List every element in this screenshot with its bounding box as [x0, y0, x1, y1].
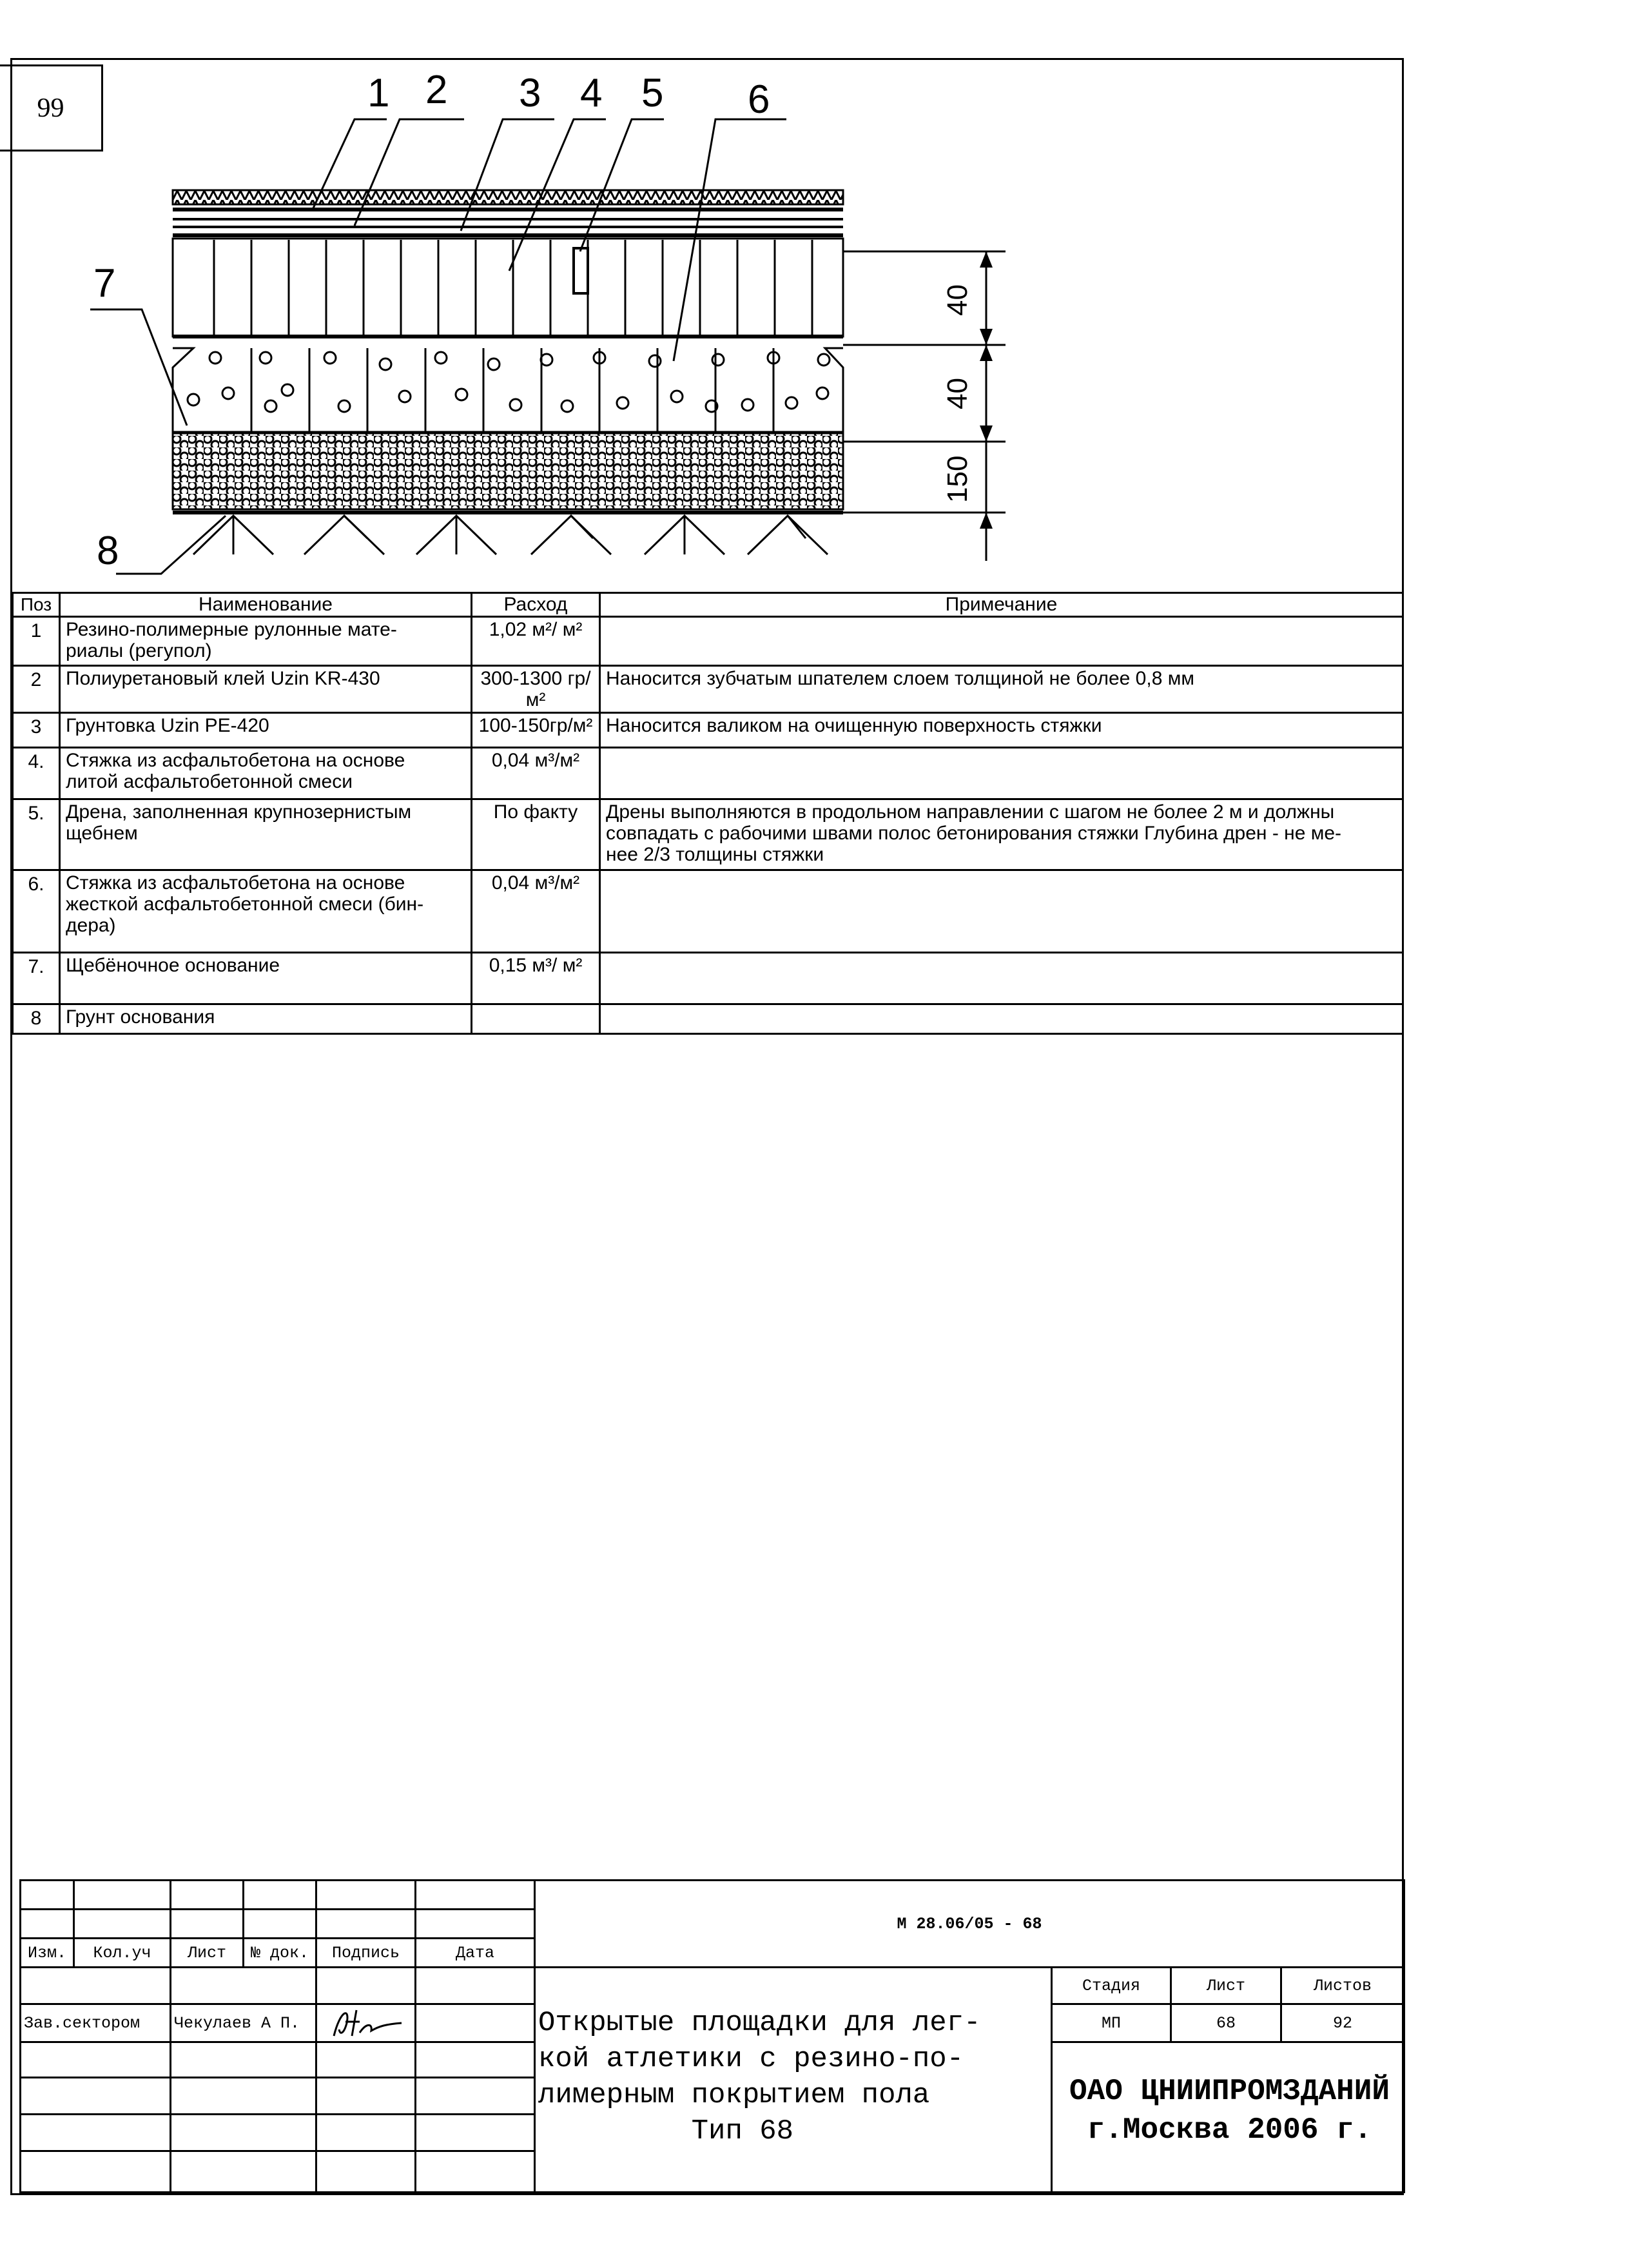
hdr-kol: Кол.уч: [73, 1937, 171, 1968]
cell-rate: По факту: [472, 799, 600, 870]
sheet-label: Лист: [1170, 1966, 1282, 2005]
sheets-value: 92: [1280, 2003, 1405, 2043]
specification-table: [12, 592, 1404, 1035]
signature-mark: [321, 2004, 411, 2042]
document-code: М 28.06/05 - 68: [534, 1879, 1405, 1968]
cell-pos: 4.: [13, 748, 60, 799]
cell-name: Грунт основания: [60, 1004, 472, 1034]
cell-note: [600, 870, 1403, 953]
cell-name: Щебёночное основание: [60, 953, 472, 1004]
table-row: [13, 666, 1403, 713]
stage-value: МП: [1051, 2003, 1172, 2043]
floor-section-drawing: [64, 64, 1031, 580]
role-label: Зав.сектором: [19, 2003, 171, 2043]
cell-name: Грунтовка Uzin PE-420: [60, 713, 472, 748]
hdr-doc: № док.: [242, 1937, 317, 1968]
cell-rate: [472, 1004, 600, 1034]
cell-note: Наносится валиком на очищенную поверхность стяжки: [600, 713, 1403, 748]
cell-name: Стяжка из асфальтобетона на основе литой асфальтобетонной смеси: [60, 748, 472, 799]
cell-pos: 2: [13, 666, 60, 713]
cell-rate: 100-150гр/м²: [472, 713, 600, 748]
city-year: г.Москва 2006 г.: [1087, 2113, 1372, 2147]
callout-1: 1: [367, 71, 390, 115]
col-note: Примечание: [600, 593, 1403, 617]
cell-pos: 5.: [13, 799, 60, 870]
cell-note: [600, 953, 1403, 1004]
col-name: Наименование: [60, 593, 472, 617]
cell-pos: 6.: [13, 870, 60, 953]
layer-rubber: [173, 190, 843, 204]
callout-5: 5: [641, 71, 664, 115]
cell-name: Стяжка из асфальтобетона на основе жесткой асфальтобетонной смеси (бин- дера): [60, 870, 472, 953]
hdr-list: Лист: [170, 1937, 244, 1968]
callout-6: 6: [748, 77, 770, 122]
callout-4: 4: [580, 71, 603, 115]
person-name: Чекулаев А П.: [170, 2003, 317, 2043]
cell-note: Наносится зубчатым шпателем слоем толщиной не более 0,8 мм: [600, 666, 1403, 713]
col-pos: Поз: [13, 593, 60, 617]
stage-label: Стадия: [1051, 1966, 1172, 2005]
drawing-title: Открытые площадки для лег- кой атлетики с резино-по- лимерным покрытием пола Тип 68: [538, 2007, 981, 2147]
hdr-izm: Изм.: [19, 1937, 75, 1968]
table-row: [13, 1004, 1403, 1034]
callout-3: 3: [519, 71, 541, 115]
table-row: [13, 953, 1403, 1004]
title-block: [19, 1879, 1405, 2193]
callout-7: 7: [93, 261, 116, 306]
layer-screed-cast: [173, 239, 843, 337]
cell-note: [600, 1004, 1403, 1034]
dim-40-top: 40: [942, 284, 973, 316]
screed-hatch: [214, 240, 812, 335]
ground-hatch: [193, 516, 828, 554]
table-row: [13, 870, 1403, 953]
table-row: [13, 617, 1403, 666]
callout-2: 2: [425, 68, 448, 112]
sheets-label: Листов: [1280, 1966, 1405, 2005]
callout-8: 8: [97, 529, 119, 573]
cell-name: Дрена, заполненная крупнозернистым щебнем: [60, 799, 472, 870]
sheet-value: 68: [1170, 2003, 1282, 2043]
organization: ОАО ЦНИИПРОМЗДАНИЙ: [1069, 2075, 1390, 2108]
hdr-date: Дата: [414, 1937, 536, 1968]
dim-40-mid: 40: [942, 378, 973, 409]
table-row: [13, 748, 1403, 799]
cell-note: Дрены выполняются в продольном направлении с шагом не более 2 м и должны совпадать с рабочими швами полос бетонирования стяжки Глубина дрен - не ме- нее 2/3 толщины стяжки: [600, 799, 1403, 870]
col-rate: Расход: [472, 593, 600, 617]
cell-note: [600, 748, 1403, 799]
table-row: [13, 713, 1403, 748]
dim-150: 150: [942, 455, 973, 503]
cell-name: Резино-полимерные рулонные мате- риалы (регупол): [60, 617, 472, 666]
cell-pos: 7.: [13, 953, 60, 1004]
table-header-row: [13, 593, 1403, 617]
page-number: 99: [0, 64, 103, 152]
cell-pos: 1: [13, 617, 60, 666]
layer-crushed-stone: [173, 433, 843, 509]
layer-screed-binder: [173, 348, 843, 432]
cell-rate: 0,04 м³/м²: [472, 870, 600, 953]
cell-name: Полиуретановый клей Uzin KR-430: [60, 666, 472, 713]
table-row: [13, 799, 1403, 870]
cell-rate: 300-1300 гр/м²: [472, 666, 600, 713]
drain-marker: [574, 248, 588, 293]
hdr-sign: Подпись: [315, 1937, 416, 1968]
signature: [315, 2003, 416, 2043]
cell-rate: 1,02 м²/ м²: [472, 617, 600, 666]
cell-pos: 8: [13, 1004, 60, 1034]
cell-rate: 0,15 м³/ м²: [472, 953, 600, 1004]
cell-note: [600, 617, 1403, 666]
cell-rate: 0,04 м³/м²: [472, 748, 600, 799]
cell-pos: 3: [13, 713, 60, 748]
